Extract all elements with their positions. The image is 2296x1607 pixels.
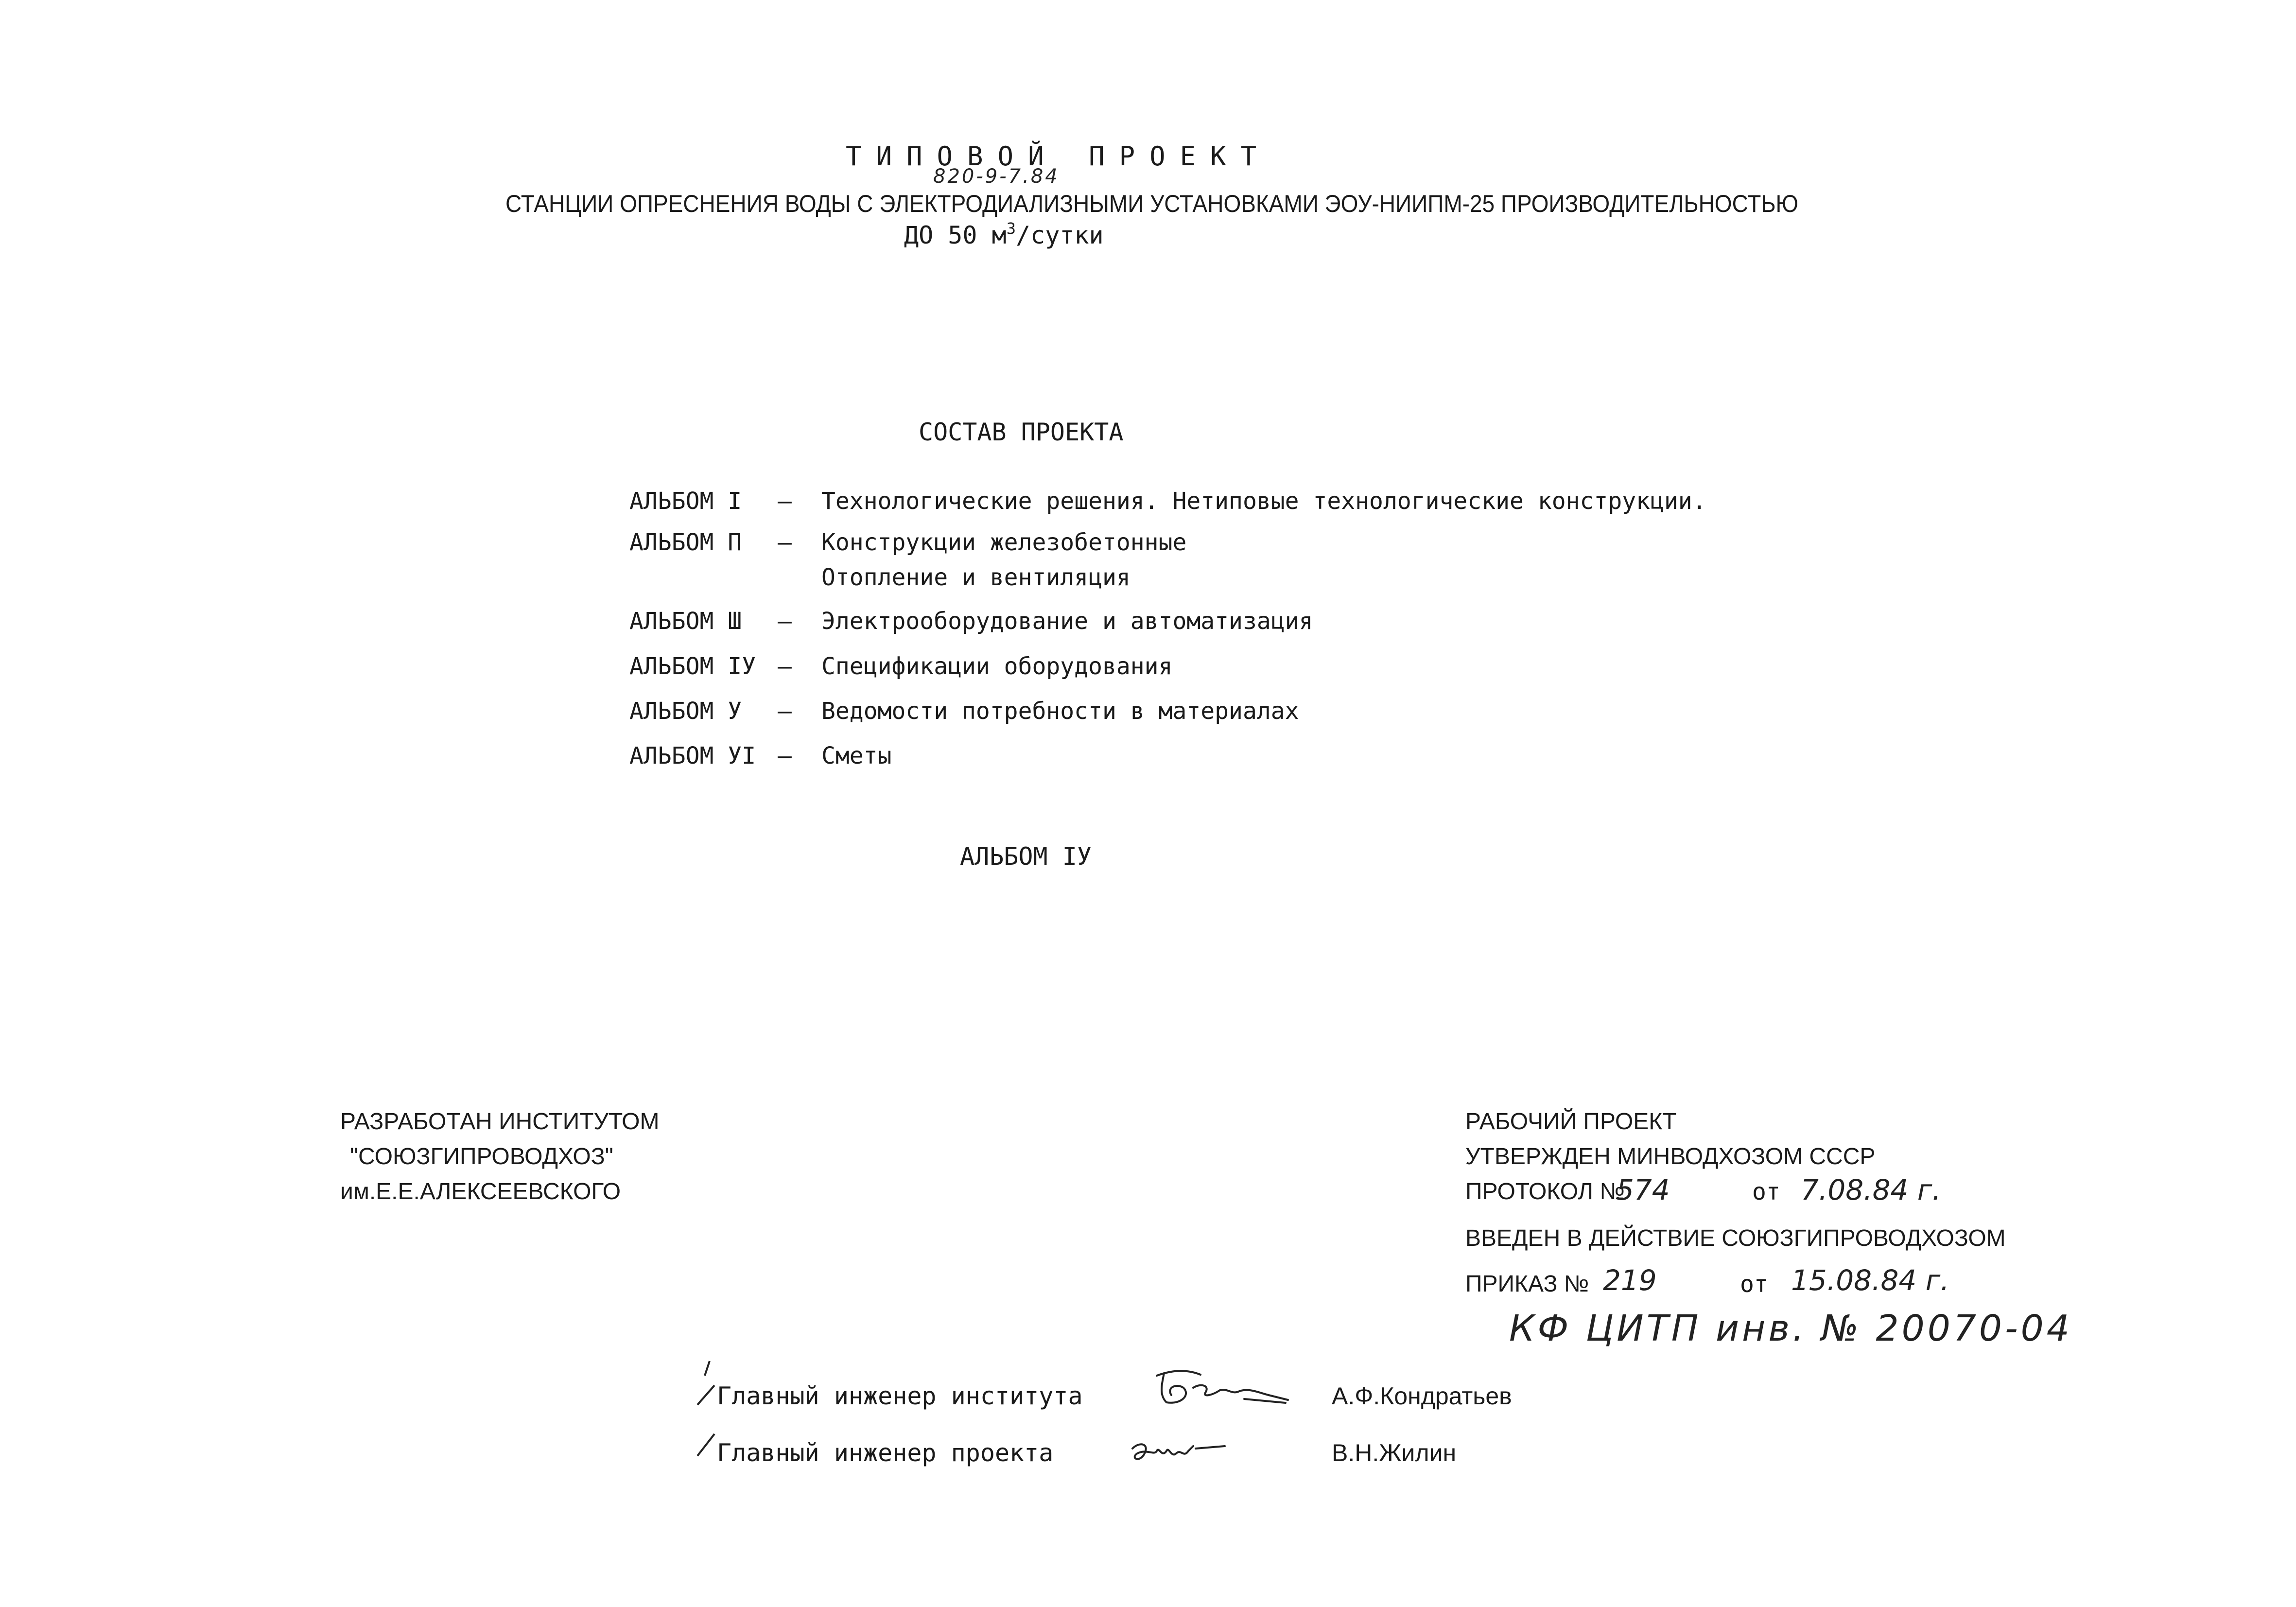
order-number: 219 bbox=[1603, 1264, 1657, 1297]
capacity-line bbox=[904, 221, 1104, 249]
approval-line2: УТВЕРЖДЕН МИНВОДХОЗОМ СССР bbox=[1465, 1144, 1876, 1170]
order-label: ПРИКАЗ № bbox=[1465, 1271, 1589, 1297]
inventory-number: КФ ЦИТП инв. № 20070-04 bbox=[1509, 1308, 2072, 1349]
album-description: Технологические решения. Нетиповые технологические конструкции. bbox=[821, 488, 1706, 515]
album-dash: – bbox=[778, 698, 792, 725]
document-title: ТИПОВОЙ ПРОЕКТ bbox=[846, 141, 1271, 172]
album-label: АЛЬБОМ I bbox=[629, 488, 742, 515]
album-description: Ведомости потребности в материалах bbox=[821, 698, 1299, 725]
order-from: от bbox=[1740, 1271, 1768, 1298]
order-date: 15.08.84 г. bbox=[1791, 1264, 1949, 1297]
signature-name: В.Н.Жилин bbox=[1332, 1439, 1457, 1467]
project-code: 820-9-7.84 bbox=[933, 165, 1060, 188]
developer-named-after: им.Е.Е.АЛЕКСЕЕВСКОГО bbox=[340, 1179, 621, 1205]
capacity-suffix: /сутки bbox=[1015, 221, 1104, 249]
album-dash: – bbox=[778, 488, 792, 515]
album-description: Сметы bbox=[821, 742, 892, 769]
signature-role: Главный инженер института bbox=[717, 1382, 1083, 1410]
signature-role: Главный инженер проекта bbox=[717, 1439, 1054, 1467]
signature-kondratiev bbox=[1147, 1361, 1293, 1419]
album-dash: – bbox=[778, 742, 792, 769]
protocol-date: 7.08.84 г. bbox=[1801, 1173, 1941, 1206]
protocol-from: от bbox=[1752, 1178, 1780, 1205]
album-dash: – bbox=[778, 529, 792, 556]
signature-name: А.Ф.Кондратьев bbox=[1332, 1382, 1512, 1410]
album-description: Спецификации оборудования bbox=[821, 653, 1173, 680]
album-dash: – bbox=[778, 608, 792, 635]
signature-zhilin bbox=[1128, 1429, 1235, 1478]
album-label: АЛЬБОМ IУ bbox=[629, 653, 756, 680]
album-label: АЛЬБОМ УI bbox=[629, 742, 756, 769]
album-label: АЛЬБОМ Ш bbox=[629, 608, 742, 635]
approval-line1: РАБОЧИЙ ПРОЕКТ bbox=[1465, 1109, 1677, 1135]
document-subtitle: СТАНЦИИ ОПРЕСНЕНИЯ ВОДЫ С ЭЛЕКТРОДИАЛИЗНЫМИ УСТАНОВКАМИ ЭОУ-НИИПМ-25 ПРОИЗВОДИТЕЛЬНОСТЬЮ bbox=[505, 190, 1799, 217]
album-description: Конструкции железобетонные bbox=[821, 529, 1187, 556]
introduced-line: ВВЕДЕН В ДЕЙСТВИЕ СОЮЗГИПРОВОДХОЗОМ bbox=[1465, 1225, 2006, 1251]
album-label: АЛЬБОМ П bbox=[629, 529, 742, 556]
album-label: АЛЬБОМ У bbox=[629, 698, 742, 725]
composition-heading: СОСТАВ ПРОЕКТА bbox=[919, 418, 1124, 446]
album-description-line2: Отопление и вентиляция bbox=[821, 564, 1131, 591]
protocol-label: ПРОТОКОЛ № bbox=[1465, 1179, 1625, 1205]
current-album: АЛЬБОМ IУ bbox=[960, 842, 1092, 871]
capacity-prefix: ДО 50 м bbox=[904, 221, 1007, 249]
album-description: Электрооборудование и автоматизация bbox=[821, 608, 1313, 635]
developer-line1: РАЗРАБОТАН ИНСТИТУТОМ bbox=[340, 1109, 660, 1135]
protocol-number: 574 bbox=[1616, 1173, 1670, 1206]
developer-institute: "СОЮЗГИПРОВОДХОЗ" bbox=[350, 1144, 613, 1170]
capacity-superscript: 3 bbox=[1006, 219, 1016, 238]
album-dash: – bbox=[778, 653, 792, 680]
